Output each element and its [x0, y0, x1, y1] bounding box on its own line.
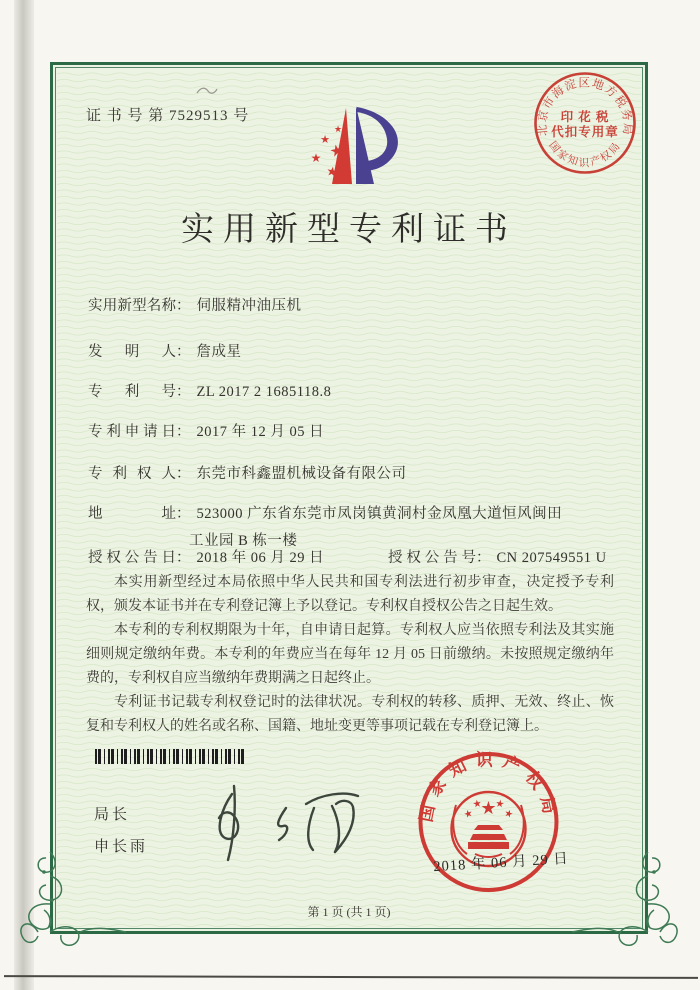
- field-value: 东莞市科鑫盟机械设备有限公司: [196, 466, 407, 482]
- field-colon: ：: [176, 550, 191, 566]
- sipo-logo-icon: [286, 100, 414, 198]
- tax-seal-line2: 代扣专用章: [551, 125, 619, 139]
- field-row-patent-no: [88, 380, 331, 401]
- svg-text:★: ★: [333, 125, 343, 135]
- corner-ornament-icon: [20, 848, 132, 956]
- barcode: [95, 749, 247, 764]
- field-value: 伺服精冲油压机: [196, 298, 302, 314]
- field-value-line2: 工业园 B 栋一楼: [189, 533, 298, 549]
- field-label: 专利号: [88, 384, 176, 400]
- svg-text:★: ★: [462, 807, 475, 822]
- field-row-address: [88, 502, 562, 550]
- field-value: CN 207549551 U: [496, 550, 607, 566]
- field-label: 授权公告日: [88, 550, 176, 566]
- director-title: 局长: [94, 807, 131, 823]
- field-value: 2018 年 06 月 29 日: [196, 550, 325, 566]
- field-row-publication-no: [388, 546, 607, 567]
- field-label: 专利申请日: [88, 424, 176, 440]
- field-label: 地址: [88, 506, 176, 522]
- field-label: 专利权人: [88, 466, 176, 482]
- field-row-inventor: [88, 340, 242, 361]
- scan-bottom-edge: [4, 975, 698, 979]
- director-name: 申长雨: [94, 839, 149, 855]
- scan-pen-mark: [196, 86, 218, 96]
- seal-date: 2018 年 06 月 29 日: [432, 850, 570, 876]
- signature-icon: [198, 780, 373, 875]
- field-value: 523000 广东省东莞市凤岗镇黄洞村金凤凰大道恒风闽田: [196, 506, 563, 522]
- svg-text:★: ★: [320, 133, 330, 146]
- corner-ornament-icon: [568, 848, 680, 956]
- field-row-name: [88, 294, 302, 315]
- field-colon: ：: [176, 466, 191, 482]
- certificate-number: 证 书 号 第 7529513 号: [86, 108, 250, 124]
- office-seal-arc-text: 国家知识产权局: [416, 750, 561, 824]
- svg-text:★: ★: [310, 151, 322, 165]
- page-footer: 第 1 页 (共 1 页): [307, 905, 391, 919]
- field-row-grant: [88, 546, 607, 567]
- field-label: 授权公告号: [388, 550, 476, 566]
- tax-seal-arc-bottom: 国家知识产权局: [546, 139, 624, 169]
- field-row-filing-date: [88, 420, 324, 441]
- svg-text:★: ★: [324, 164, 339, 181]
- svg-text:★: ★: [327, 139, 346, 162]
- field-colon: ：: [176, 506, 191, 522]
- field-colon: ：: [176, 344, 191, 360]
- svg-text:★: ★: [480, 798, 497, 819]
- certificate-title: 实用新型专利证书: [181, 212, 517, 248]
- field-value: 2017 年 12 月 05 日: [196, 424, 325, 440]
- field-label: 发明人: [88, 344, 176, 360]
- field-row-patentee: [88, 462, 407, 483]
- body-paragraph: 专利证书记载专利权登记时的法律状况。专利权的转移、质押、无效、终止、恢复和专利权人的姓名或名称、国籍、地址变更等事项记载在专利登记簿上。: [86, 695, 614, 734]
- logo-blue-spire: [356, 106, 374, 184]
- field-value: ZL 2017 2 1685118.8: [196, 384, 332, 400]
- tax-seal-line1: 印 花 税: [560, 110, 610, 124]
- field-colon: ：: [176, 298, 191, 314]
- body-paragraph: 本实用新型经过本局依照中华人民共和国专利法进行初步审查，决定授予专利权，颁发本证书并在专利登记簿上予以登记。专利权自授权公告之日起生效。: [86, 575, 614, 614]
- field-colon: ：: [176, 384, 191, 400]
- field-value: 詹成星: [196, 344, 242, 360]
- scan-edge-strip: [14, 0, 34, 990]
- stamp-duty-seal: [532, 70, 638, 176]
- field-colon: ：: [476, 550, 491, 566]
- legal-text-block: [86, 571, 614, 739]
- svg-text:★: ★: [471, 798, 483, 811]
- field-label: 实用新型名称: [88, 298, 176, 314]
- body-paragraph: 本专利的专利权期限为十年，自申请日起算。专利权人应当依照专利法及其实施细则规定缴纳年费。本专利的年费应当在每年 12 月 05 日前缴纳。未按照规定缴纳年费的，专利权自应当缴纳年费期满之日起终止。: [86, 623, 614, 686]
- svg-text:★: ★: [494, 798, 506, 811]
- svg-text:★: ★: [502, 807, 515, 822]
- field-colon: ：: [176, 424, 191, 440]
- tax-seal-arc-top: 北京市海淀区地方税务局: [536, 77, 634, 137]
